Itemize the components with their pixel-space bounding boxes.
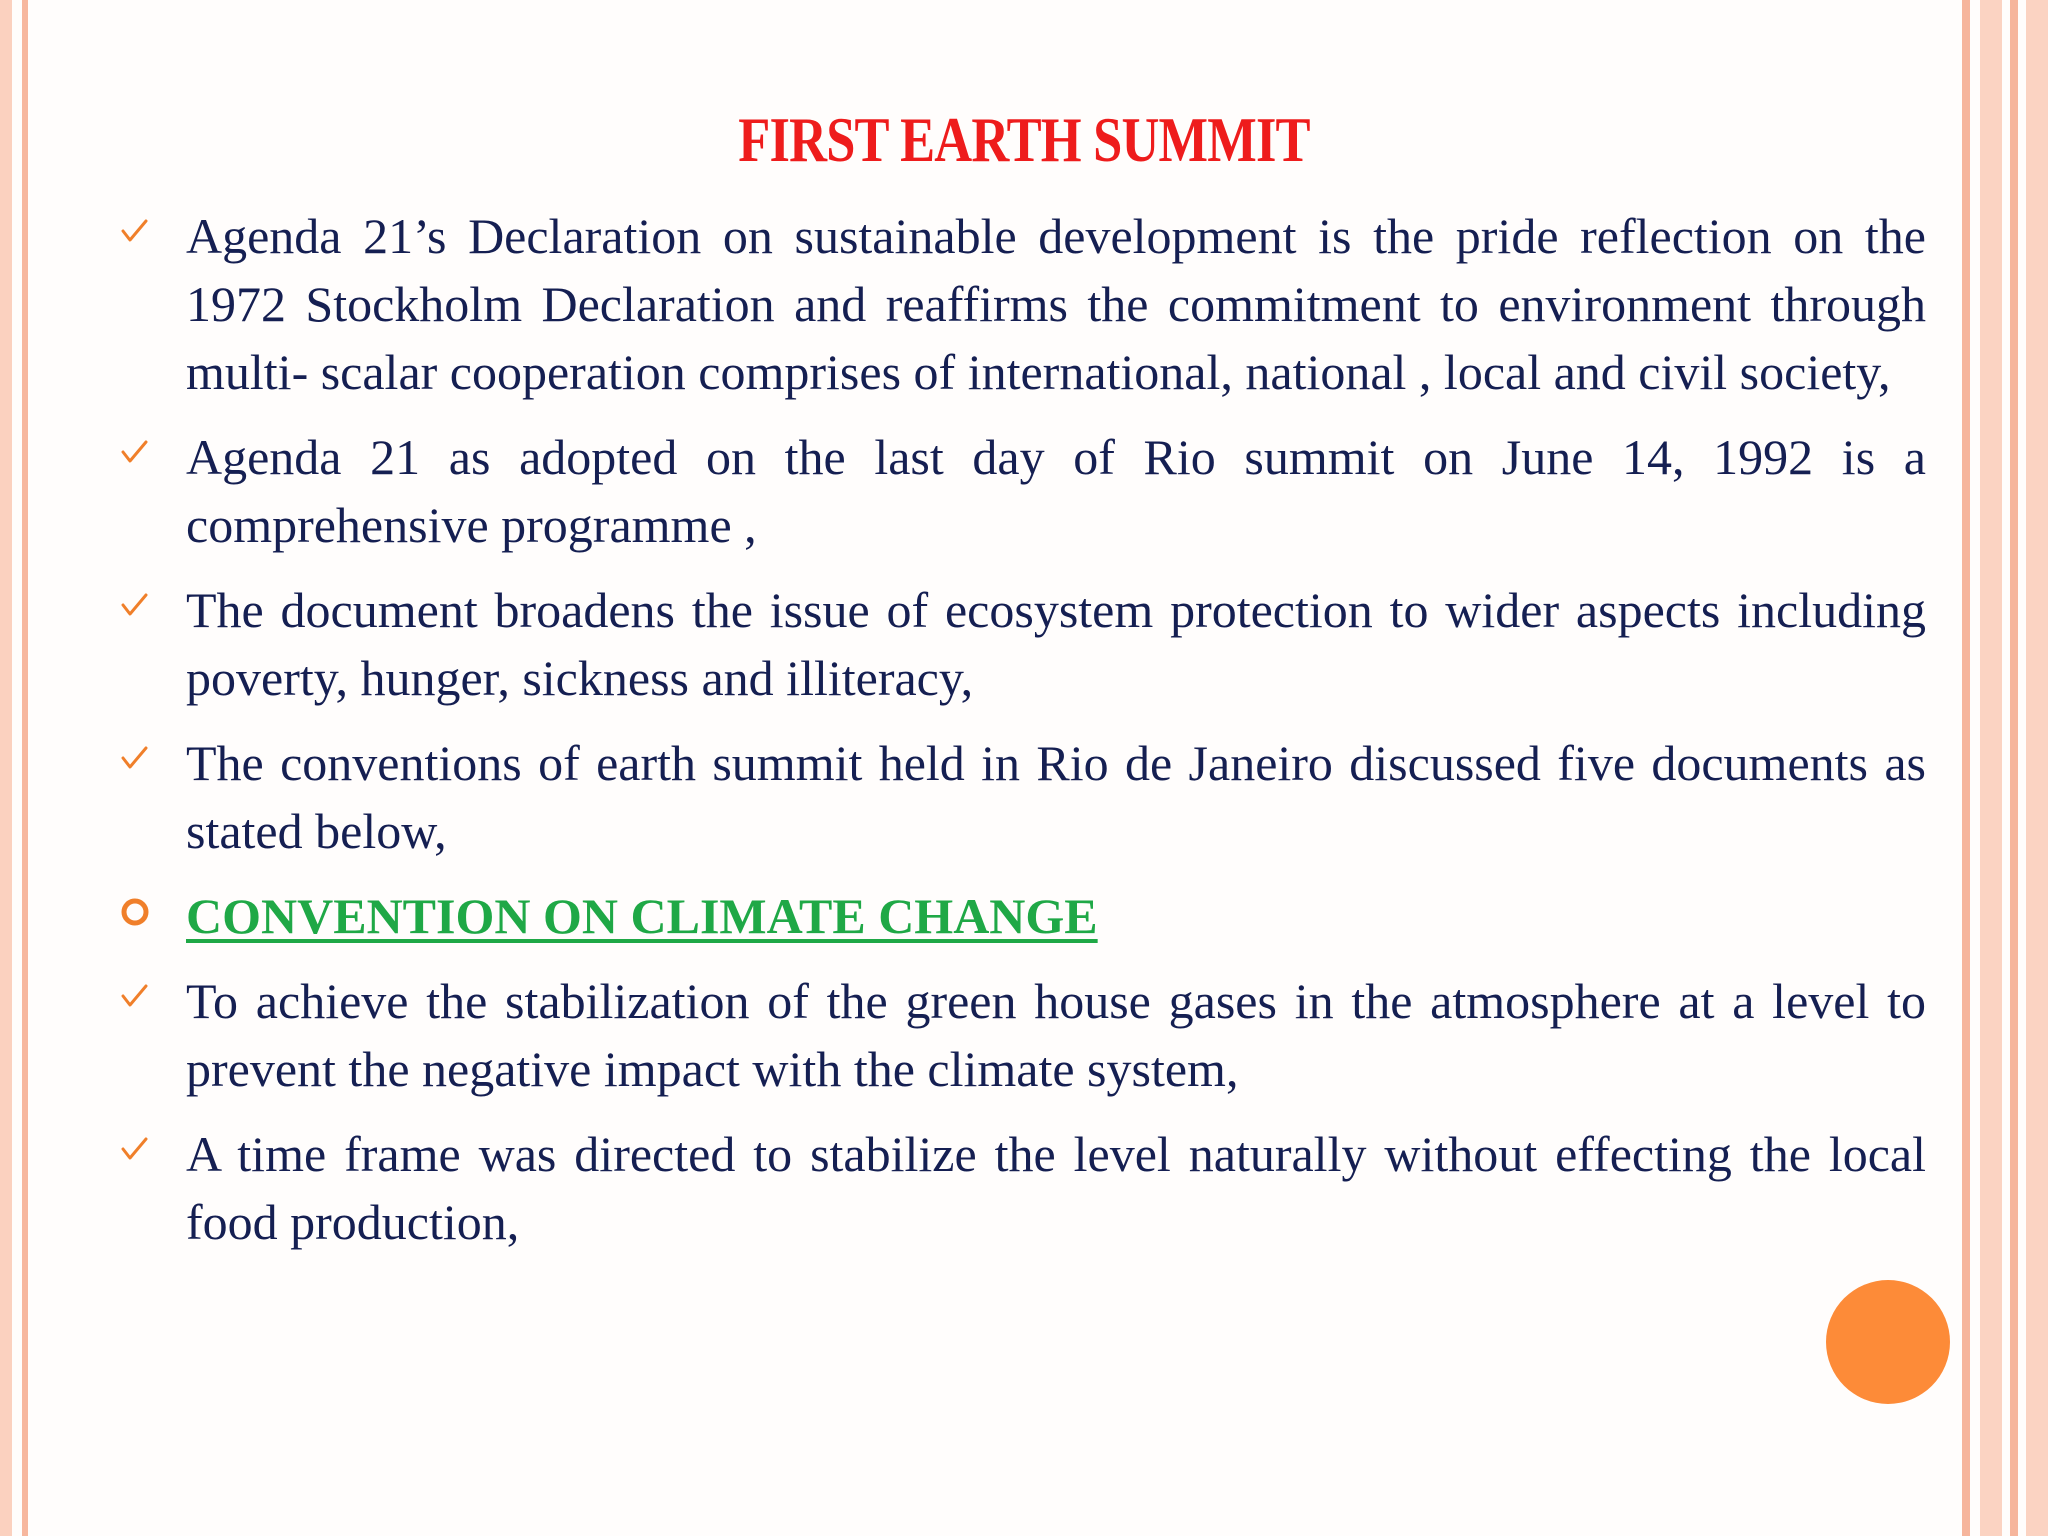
checkmark-icon (118, 741, 152, 775)
right-border-stripe-2 (1980, 0, 2002, 1536)
checkmark-icon (118, 214, 152, 248)
bullet-item (118, 202, 1926, 406)
decorative-orange-circle (1826, 1280, 1950, 1404)
left-border-stripe-inner (22, 0, 28, 1536)
bullet-text: The document broadens the issue of ecosystem protection to wider aspects including poverty, hunger, sickness and illiteracy, (186, 582, 1926, 706)
bullet-text: Agenda 21 as adopted on the last day of Rio summit on June 14, 1992 is a comprehensive programme , (186, 429, 1926, 553)
bullet-text: To achieve the stabilization of the green house gases in the atmosphere at a level to prevent the negative impact with the climate system, (186, 973, 1926, 1097)
hollow-circle-bullet-icon (118, 894, 152, 928)
checkmark-icon (118, 979, 152, 1013)
bullet-text: A time frame was directed to stabilize the level naturally without effecting the local food production, (186, 1126, 1926, 1250)
bullet-list (118, 202, 1926, 1273)
bullet-item (118, 1120, 1926, 1256)
checkmark-icon (118, 588, 152, 622)
bullet-text: Agenda 21’s Declaration on sustainable development is the pride reflection on the 1972 Stockholm Declaration and reaffirms the commitment to environment through multi- scalar cooperation comprises of international, national , local and civil society, (186, 208, 1926, 400)
left-border-stripe-outer (0, 0, 12, 1536)
right-border-stripe-1 (1962, 0, 1970, 1536)
section-heading-item (118, 882, 1926, 950)
slide-title: FIRST EARTH SUMMIT (738, 104, 1310, 175)
right-border-stripe-3 (2010, 0, 2018, 1536)
bullet-text: The conventions of earth summit held in Rio de Janeiro discussed five documents as stated below, (186, 735, 1926, 859)
checkmark-icon (118, 435, 152, 469)
bullet-item (118, 729, 1926, 865)
checkmark-icon (118, 1132, 152, 1166)
section-heading: CONVENTION ON CLIMATE CHANGE (186, 888, 1098, 944)
bullet-item (118, 423, 1926, 559)
bullet-item (118, 967, 1926, 1103)
right-border-stripe-4 (2026, 0, 2048, 1536)
bullet-item (118, 576, 1926, 712)
